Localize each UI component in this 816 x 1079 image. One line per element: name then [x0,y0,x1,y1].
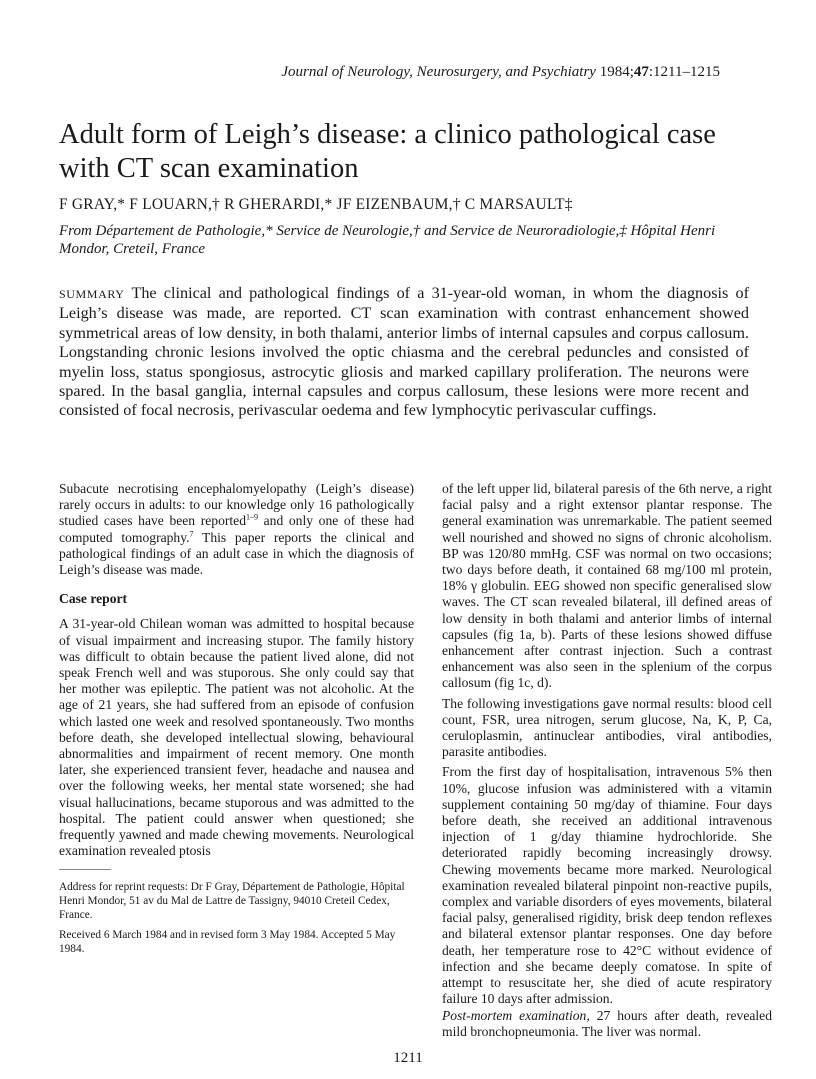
right-paragraph-1: of the left upper lid, bilateral paresis of the 6th nerve, a right facial palsy and a right extensor plantar response. The general examination was unremarkable. The patient seemed well nourished and showed no signs of chronic alcoholism. BP was 120/80 mmHg. CSF was normal on two occasions; two days before death, it contained 68 mg/100 ml protein, 18% γ globulin. EEG showed non specific generalised slow waves. The CT scan revealed bilateral, ill defined areas of low density in both thalami and anterior limbs of internal capsules (fig 1a, b). Parts of these lesions showed diffuse enhancement after contrast injection. Such a contrast enhancement was also seen in the splenium of the corpus callosum (fig 1c, d). [442,481,772,691]
journal-volume: 47 [633,64,649,80]
footnote-received: Received 6 March 1984 and in revised form 3 May 1984. Accepted 5 May 1984. [59,929,396,956]
journal-header [281,64,720,81]
footnote-address: Address for reprint requests: Dr F Gray, Département de Pathologie, Hôpital Henri Mondor, 51 av du Mal de Lattre de Tassigny, 94010 Creteil Cedex, France. [59,881,405,922]
journal-year: 1984; [599,64,634,80]
summary-text: The clinical and pathological findings of a 31-year-old woman, in whom the diagnosis of Leigh’s disease was made, are reported. CT scan examination with contrast enhancement showed symmetrical areas of low density, in both thalami, anterior limbs of internal capsules and corpus callosum. Longstanding chronic lesions involved the optic chiasma and the cerebral peduncles and consisted of myelin loss, status spongiosus, astrocytic gliosis and marked capillary proliferation. The neurons were spared. In the basal ganglia, internal capsules and corpus callosum, these lesions were more recent and consisted of focal necrosis, perivascular oedema and few lymphocytic perivascular cuffings. [59,284,749,420]
summary [59,284,749,421]
page-number: 1211 [393,1050,423,1066]
intro-paragraph [59,481,414,578]
affiliation: From Département de Pathologie,* Service de Neurologie,† and Service de Neuroradiologie,‡ Hôpital Henri Mondor, Creteil, France [59,223,716,257]
author-list: F GRAY,* F LOUARN,† R GHERARDI,* JF EIZENBAUM,† C MARSAULT‡ [59,196,573,213]
journal-pages: :1211–1215 [648,64,720,80]
right-paragraph-4 [442,1008,772,1040]
intro-text-2: and only one of these had computed tomography. [59,513,414,545]
intro-text-1: Subacute necrotising encephalomyelopathy (Leigh’s disease) rarely occurs in adults: to our knowledge only 16 pathologically studied cases have been reported [59,481,414,529]
right-column [442,481,772,1040]
case-report-heading: Case report [59,591,128,607]
post-mortem-label: Post-mortem examination, [442,1007,590,1023]
summary-label: SUMMARY [59,287,125,301]
intro-text-3: This paper reports the clinical and pathological findings of an adult case in which the diagnosis of Leigh’s disease was made. [59,529,414,578]
left-column [59,481,414,956]
right-paragraph-3: From the first day of hospitalisation, intravenous 5% then 10%, glucose infusion was administered with a vitamin supplement containing 50 mg/day of thiamine. Four days before death, she received an additional intravenous injection of 1 g/day thiamine hydrochloride. She deteriorated rapidly becoming increasingly drowsy. Chewing movements became more marked. Neurological examination revealed bilateral pinpoint non-reactive pupils, complex and variable disorders of eyes movements, bilateral facial palsy, generalised rigidity, brisk deep tendon reflexes and bilateral extensor plantar responses. One day before death, her temperature rose to 42°C without evidence of infection and she became deeply comatose. In spite of attempt to resuscitate her, she died of acute respiratory failure 10 days after admission. [442,764,772,1007]
footnote-divider [59,869,111,870]
case-report-paragraph: A 31-year-old Chilean woman was admitted to hospital because of visual impairment and increasing stupor. The family history was difficult to obtain because the patient lived alone, did not speak French well and was stuporous. She only could say that her mother was epileptic. The patient was not alcoholic. At the age of 21 years, she had suffered from an episode of confusion which lasted one week and resolved spontaneously. Two months before death, she developed intellectual slowing, behavioural abnormalities and impairment of recent memory. One month later, she experienced transient fever, headache and nausea and over the following weeks, her mental state worsened; she had visual hallucinations, became stuporous and was admitted to the hospital. The patient could answer when questioned; she frequently yawned and made chewing movements. Neurological examination revealed ptosis [59,616,414,859]
article-title: Adult form of Leigh’s disease: a clinico pathological case with CT scan examination [59,119,716,184]
journal-name: Journal of Neurology, Neurosurgery, and Psychiatry [281,64,596,80]
post-mortem-text: 27 hours after death, revealed mild bronchopneumonia. The liver was normal. [442,1007,772,1039]
right-paragraph-2: The following investigations gave normal results: blood cell count, FSR, urea nitrogen, serum glucose, Na, K, P, Ca, ceruloplasmin, antinuclear antibodies, viral antibodies, parasite antibodies. [442,695,772,760]
intro-ref-2: 7 [189,529,194,539]
intro-ref-1: 1–9 [246,512,259,522]
